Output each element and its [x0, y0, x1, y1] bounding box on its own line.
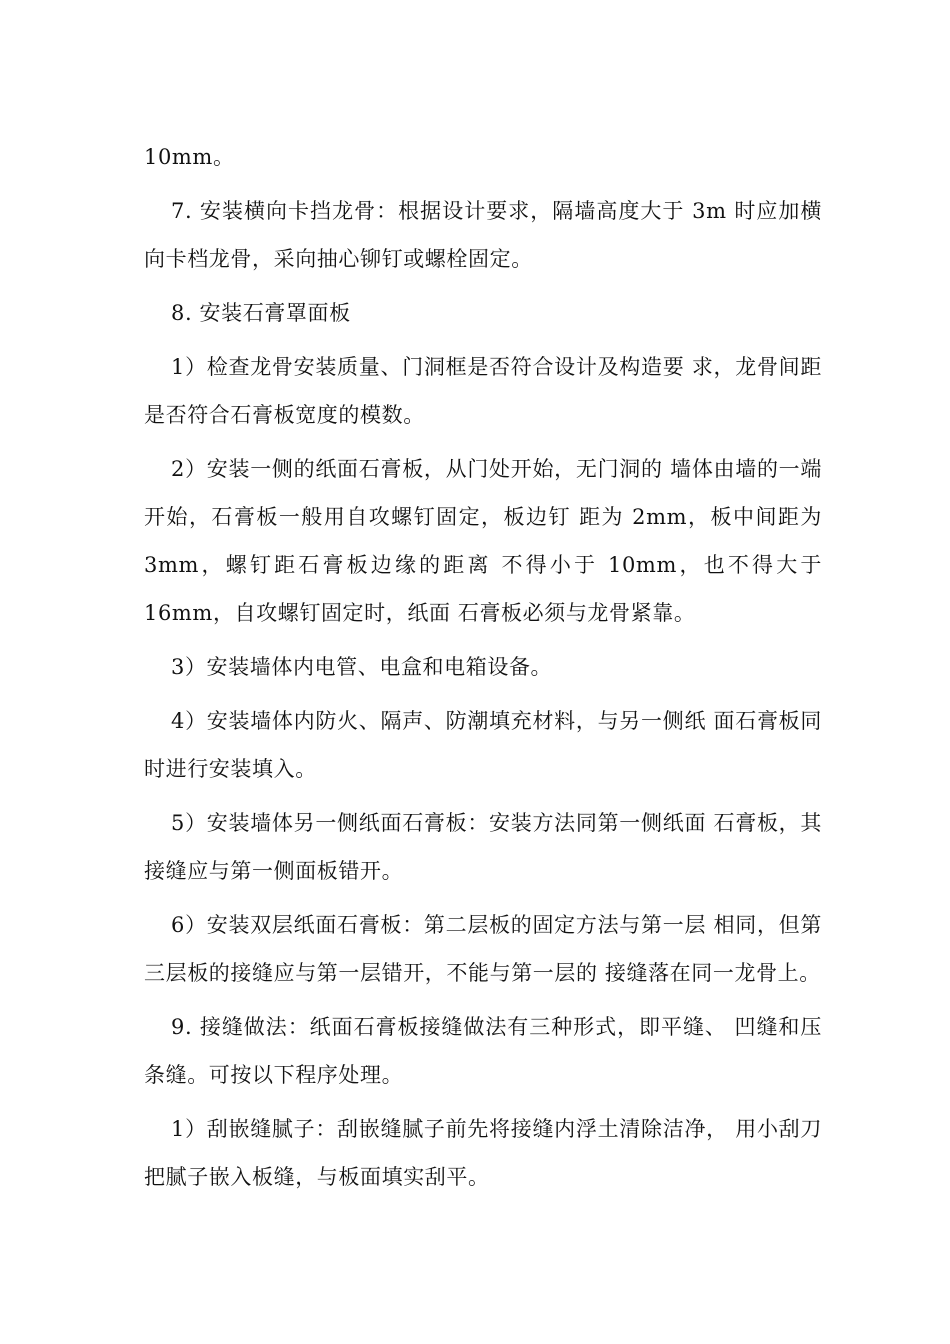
paragraph-step-8: 8. 安装石膏罩面板	[171, 301, 351, 325]
paragraph-step-9-1: 1）刮嵌缝腻子：刮嵌缝腻子前先将接缝内浮土清除洁净， 用小刮刀把腻子嵌入板缝，与板面填实刮平。	[144, 1117, 822, 1189]
document-page	[144, 133, 822, 1207]
paragraph-step-8-4: 4）安装墙体内防火、隔声、防潮填充材料，与另一侧纸 面石膏板同时进行安装填入。	[144, 709, 822, 781]
paragraph-step-8-1: 1）检查龙骨安装质量、门洞框是否符合设计及构造要 求，龙骨间距是否符合石膏板宽度的模数。	[144, 355, 822, 427]
paragraph-step-7: 7. 安装横向卡挡龙骨：根据设计要求，隔墙高度大于 3m 时应加横向卡档龙骨，采向抽心铆钉或螺栓固定。	[144, 199, 822, 271]
paragraph-step-8-6: 6）安装双层纸面石膏板：第二层板的固定方法与第一层 相同，但第三层板的接缝应与第一层错开，不能与第一层的 接缝落在同一龙骨上。	[144, 913, 822, 985]
paragraph-step-8-2: 2）安装一侧的纸面石膏板，从门处开始，无门洞的 墙体由墙的一端开始，石膏板一般用自攻螺钉固定，板边钉 距为 2mm，板中间距为 3mm，螺钉距石膏板边缘的距离 不得小于 10mm，也不得大于 16mm，自攻螺钉固定时，纸面 石膏板必须与龙骨紧靠。	[144, 457, 822, 625]
paragraph-step-8-5: 5）安装墙体另一侧纸面石膏板：安装方法同第一侧纸面 石膏板，其接缝应与第一侧面板错开。	[144, 811, 822, 883]
paragraph-step-8-3: 3）安装墙体内电管、电盒和电箱设备。	[171, 655, 553, 679]
paragraph-step-9: 9. 接缝做法：纸面石膏板接缝做法有三种形式，即平缝、 凹缝和压条缝。可按以下程序处理。	[144, 1015, 822, 1087]
paragraph-continuation: 10mm。	[144, 145, 235, 169]
